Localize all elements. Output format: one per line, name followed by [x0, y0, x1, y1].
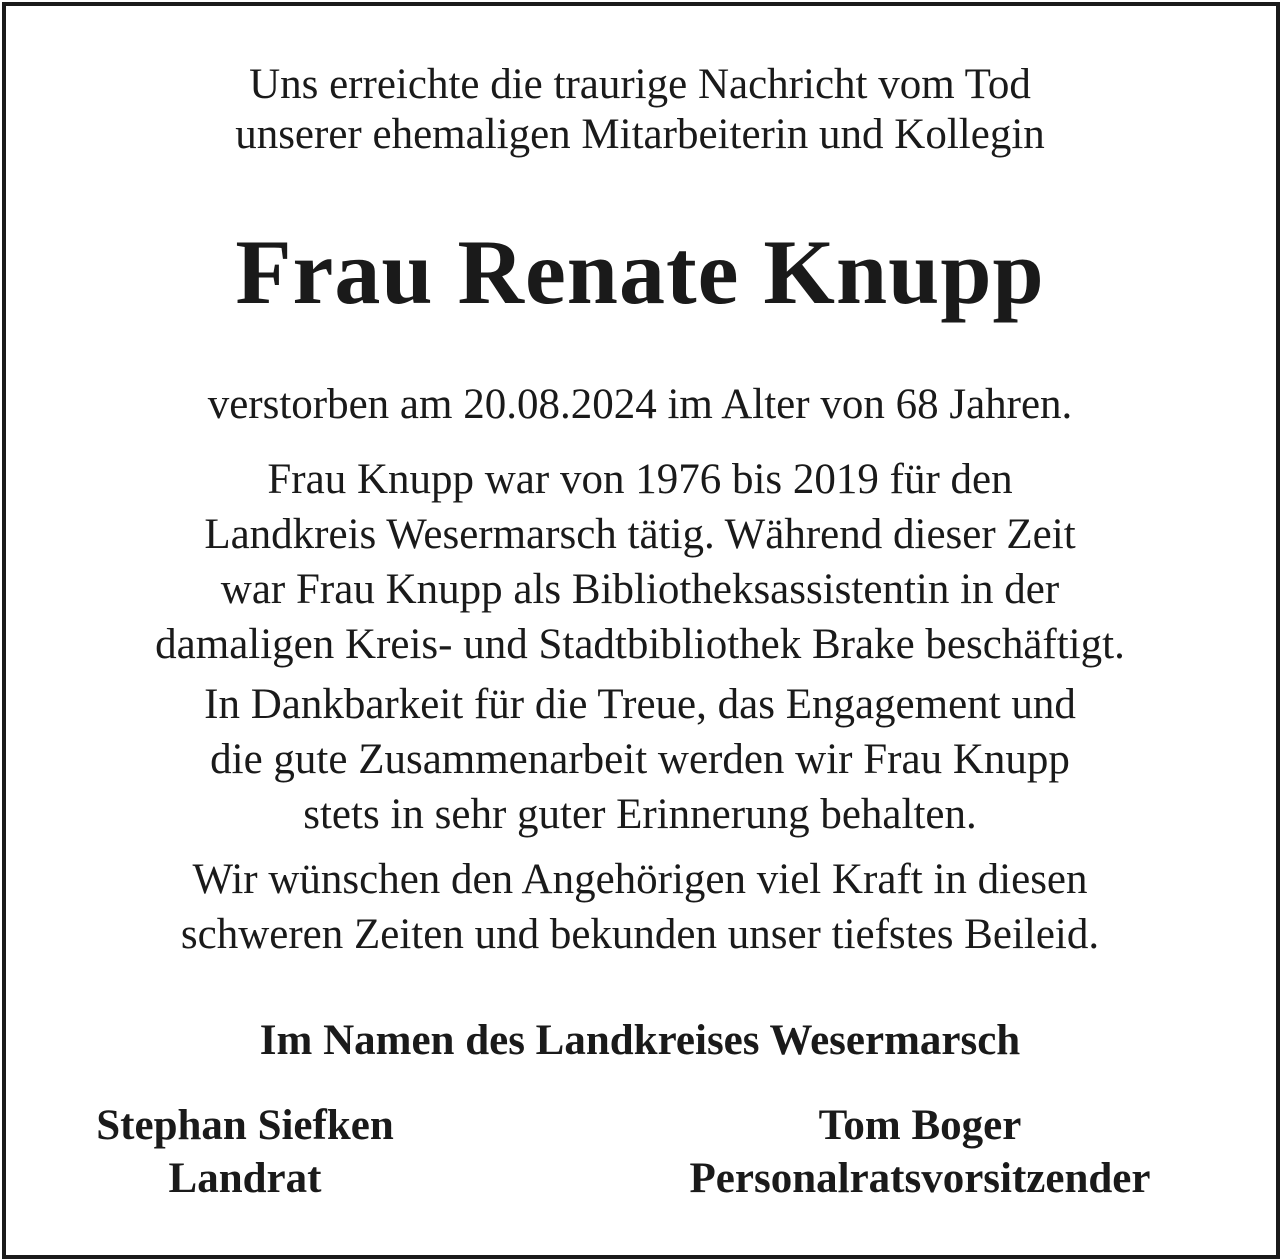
intro-line-1: Uns erreichte die traurige Nachricht vom Tod: [249, 61, 1031, 108]
career-line-1: Frau Knupp war von 1976 bis 2019 für den: [267, 456, 1013, 503]
intro-line-2: unserer ehemaligen Mitarbeiterin und Kollegin: [235, 111, 1045, 158]
on-behalf-line: Im Namen des Landkreises Wesermarsch: [259, 1017, 1021, 1064]
death-date-line: verstorben am 20.08.2024 im Alter von 68 Jahren.: [207, 381, 1073, 428]
condolence-paragraph: [0, 852, 1280, 962]
thanks-line-1: In Dankbarkeit für die Treue, das Engagement und: [204, 681, 1076, 728]
signatory-left: [70, 1099, 420, 1205]
deceased-name: Frau Renate Knupp: [235, 221, 1045, 323]
signatory-left-role: Landrat: [168, 1155, 322, 1202]
career-paragraph: [0, 452, 1280, 672]
condolence-line-1: Wir wünschen den Angehörigen viel Kraft in diesen: [192, 856, 1088, 903]
signatory-right-name: Tom Boger: [818, 1102, 1022, 1149]
intro-text: [0, 60, 1280, 160]
thanks-line-2: die gute Zusammenarbeit werden wir Frau Knupp: [210, 736, 1070, 783]
signatory-right: [640, 1099, 1200, 1205]
career-line-3: war Frau Knupp als Bibliotheksassistentin in der: [220, 566, 1060, 613]
condolence-line-2: schweren Zeiten und bekunden unser tiefstes Beileid.: [180, 911, 1100, 958]
thanks-paragraph: [0, 677, 1280, 842]
career-line-4: damaligen Kreis- und Stadtbibliothek Brake beschäftigt.: [155, 621, 1125, 668]
signatory-left-name: Stephan Siefken: [96, 1102, 394, 1149]
thanks-line-3: stets in sehr guter Erinnerung behalten.: [303, 791, 977, 838]
career-line-2: Landkreis Wesermarsch tätig. Während dieser Zeit: [204, 511, 1076, 558]
signatory-right-role: Personalratsvorsitzender: [689, 1155, 1151, 1202]
